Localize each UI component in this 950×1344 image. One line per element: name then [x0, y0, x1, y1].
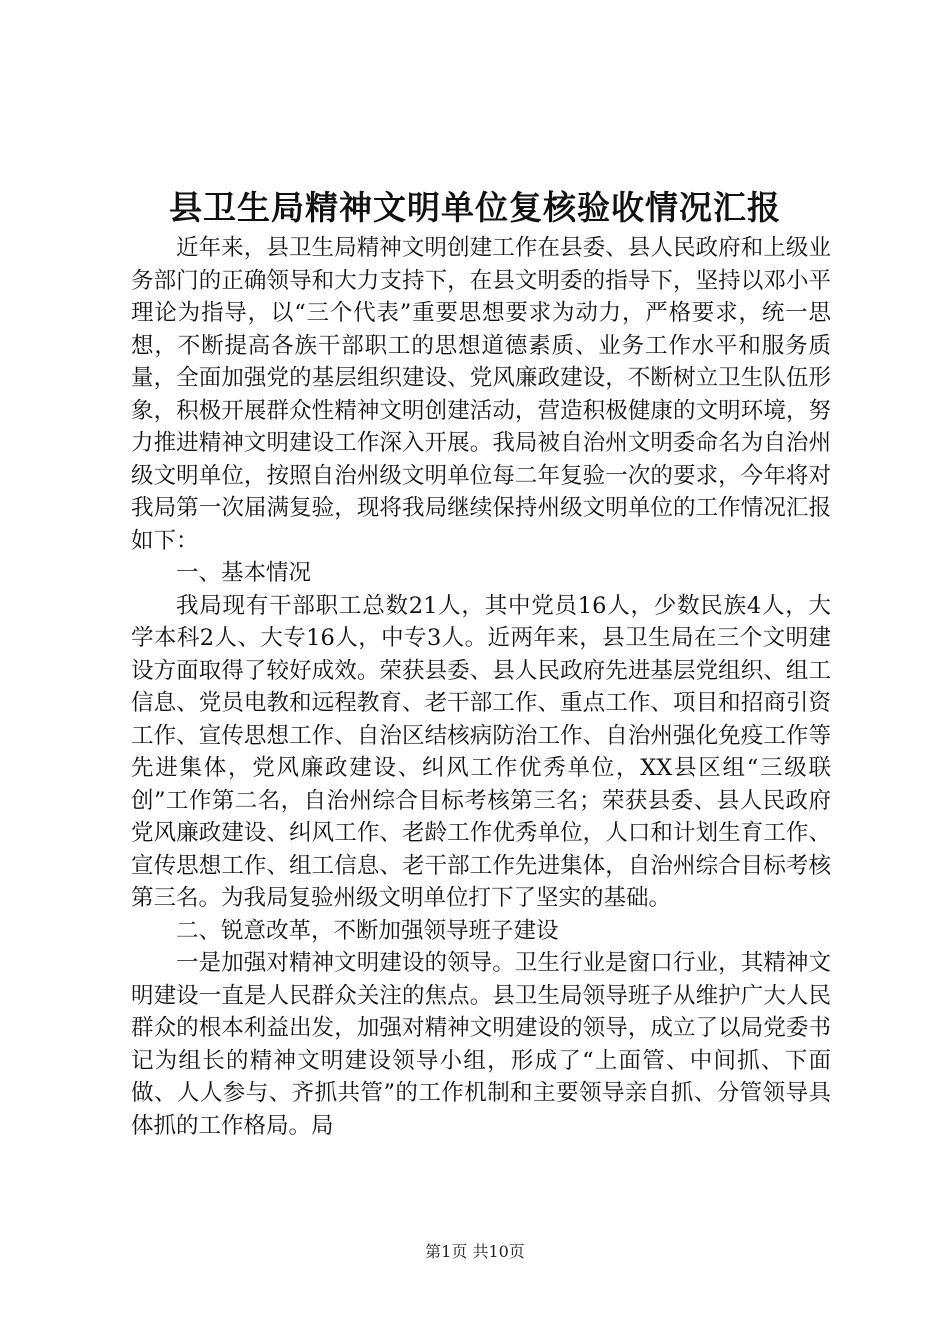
- section-heading-leadership: 二、锐意改革，不断加强领导班子建设: [176, 917, 559, 944]
- page-number-footer: 第1页 共10页: [425, 1242, 525, 1261]
- document-title: 县卫生局精神文明单位复核验收情况汇报: [169, 188, 781, 227]
- paragraph-intro: 近年来，县卫生局精神文明创建工作在县委、县人民政府和上级业务部门的正确领导和大力支持下，在县文明委的指导下，坚持以邓小平理论为指导，以“三个代表”重要思想要求为动力，严格要求，统一思想，不断提高各族干部职工的思想道德素质、业务工作水平和服务质量，全面加强党的基层组织建设、党风廉政建设，不断树立卫生队伍形象，积极开展群众性精神文明创建活动，营造积极健康的文明环境，努力推进精神文明建设工作深入开展。我局被自治州文明委命名为自治州级文明单位，按照自治州级文明单位每二年复验一次的要求，今年将对我局第一次届满复验，现将我局继续保持州级文明单位的工作情况汇报如下：: [131, 235, 831, 554]
- section-heading-basic-info: 一、基本情况: [176, 560, 312, 586]
- paragraph-basic-info: 我局现有干部职工总数21人，其中党员16人，少数民族4人，大学本科2人、大专16人，中专3人。近两年来，县卫生局在三个文明建设方面取得了较好成效。荣获县委、县人民政府先进基层党组织、组工信息、党员电教和远程教育、老干部工作、重点工作、项目和招商引资工作、宣传思想工作、自治区结核病防治工作、自治州强化免疫工作等先进集体，党风廉政建设、纠风工作优秀单位，XX县区组“三级联创”工作第二名，自治州综合目标考核第三名；荣获县委、县人民政府党风廉政建设、纠风工作、老龄工作优秀单位，人口和计划生育工作、宣传思想工作、组工信息、老干部工作先进集体，自治州综合目标考核第三名。为我局复验州级文明单位打下了坚实的基础。: [131, 592, 831, 911]
- document-body: [131, 232, 831, 1142]
- paragraph-leadership: 一是加强对精神文明建设的领导。卫生行业是窗口行业，其精神文明建设一直是人民群众关注的焦点。县卫生局领导班子从维护广大人民群众的根本利益出发，加强对精神文明建设的领导，成立了以局党委书记为组长的精神文明建设领导小组，形成了“上面管、中间抓、下面做、人人参与、齐抓共管”的工作机制和主要领导亲自抓、分管领导具体抓的工作格局。局: [131, 950, 831, 1139]
